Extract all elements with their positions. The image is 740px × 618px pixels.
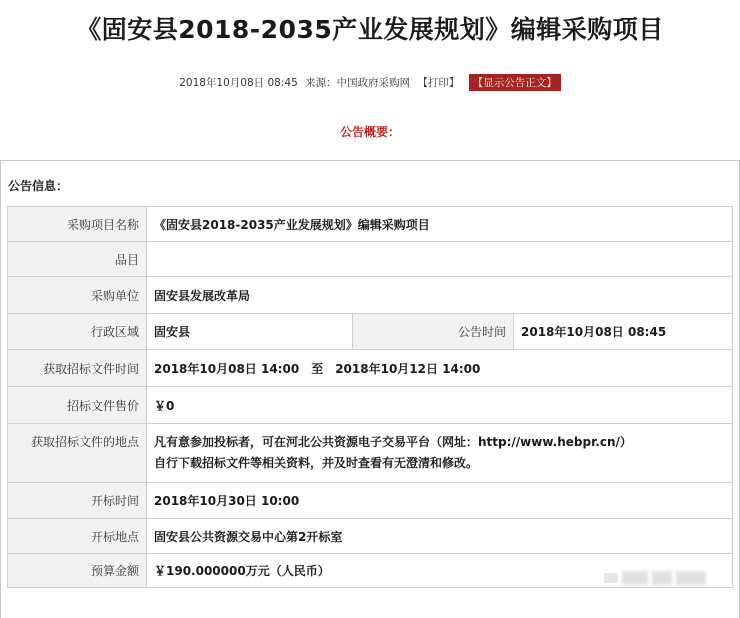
item-value — [147, 242, 733, 277]
table-row — [8, 483, 733, 519]
item-label: 品目 — [8, 242, 147, 277]
doc-place-line: 凡有意参加投标者，可在河北公共资源电子交易平台（网址：http://www.hebpr.cn/） — [154, 435, 632, 449]
notice-table — [7, 206, 733, 588]
doc-price-value: ￥0 — [147, 387, 733, 424]
watermark-logo-icon — [604, 573, 618, 583]
buyer-value: 固安县发展改革局 — [147, 277, 733, 314]
notice-time-value: 2018年10月08日 08:45 — [514, 314, 733, 350]
table-row — [8, 207, 733, 242]
open-place-label: 开标地点 — [8, 519, 147, 554]
budget-value: ￥190.000000万元（人民币） — [147, 554, 733, 588]
table-row — [8, 387, 733, 424]
doc-place-label: 获取招标文件的地点 — [8, 424, 147, 483]
table-row — [8, 424, 733, 483]
doc-time-end: 2018年10月12日 14:00 — [335, 361, 481, 376]
notice-section-title: 公告信息： — [8, 179, 69, 193]
doc-time-label: 获取招标文件时间 — [8, 350, 147, 387]
summary-heading: 公告概要： — [339, 125, 400, 139]
project-name-label: 采购项目名称 — [8, 207, 147, 242]
table-row — [8, 350, 733, 387]
table-row — [8, 519, 733, 554]
open-place-value: 固安县公共资源交易中心第2开标室 — [147, 519, 733, 554]
buyer-label: 采购单位 — [8, 277, 147, 314]
project-name-value: 《固安县2018-2035产业发展规划》编辑采购项目 — [147, 207, 733, 242]
table-row — [8, 277, 733, 314]
page-title: 《固安县2018-2035产业发展规划》编辑采购项目 — [76, 15, 664, 44]
doc-place-value — [147, 424, 733, 483]
watermark — [604, 566, 716, 590]
region-label: 行政区域 — [8, 314, 147, 350]
show-notice-button[interactable]: 【显示公告正文】 — [469, 74, 561, 91]
doc-time-value — [147, 350, 733, 387]
publish-datetime: 2018年10月08日 08:45 — [179, 77, 298, 89]
doc-place-line: 自行下载招标文件等相关资料，并及时查看有无澄清和修改。 — [154, 456, 479, 470]
article-meta — [0, 74, 740, 91]
source-name: 中国政府采购网 — [336, 77, 411, 89]
table-row — [8, 314, 733, 350]
open-time-value: 2018年10月30日 10:00 — [147, 483, 733, 519]
doc-time-separator: 至 — [311, 361, 324, 376]
doc-time-start: 2018年10月08日 14:00 — [154, 361, 300, 376]
open-time-label: 开标时间 — [8, 483, 147, 519]
table-row — [8, 242, 733, 277]
print-link[interactable]: 【打印】 — [417, 77, 460, 89]
doc-price-label: 招标文件售价 — [8, 387, 147, 424]
region-value: 固安县 — [147, 314, 353, 350]
budget-label: 预算金额 — [8, 554, 147, 588]
source-label: 来源： — [305, 77, 337, 89]
notice-time-label: 公告时间 — [353, 314, 514, 350]
